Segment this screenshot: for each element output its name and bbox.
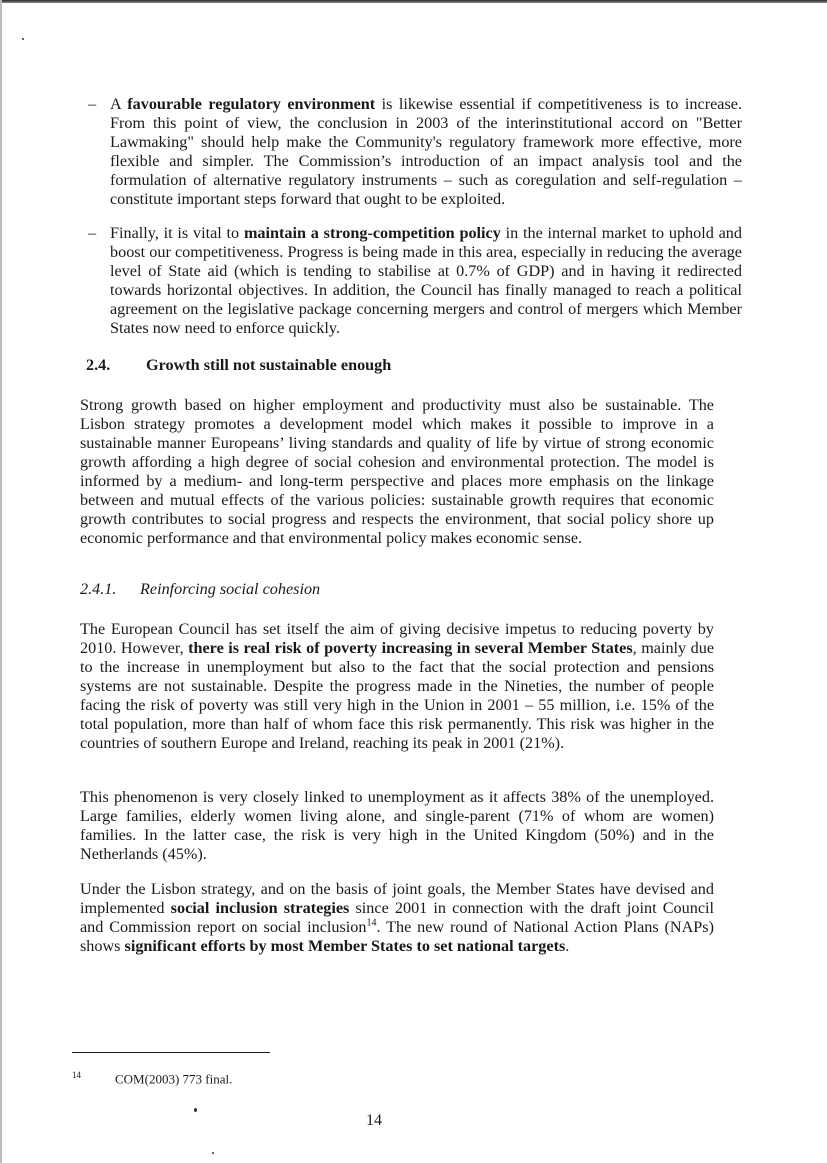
bullet-competition-policy: – Finally, it is vital to maintain a strong-competition policy in the internal market to uphold and boost our competitiveness. Progress is being made in this area, especially in reducing the average level of State aid (which is tending to stabilise at 0.7% of GDP) and in having it redirected towards horizontal objectives. In addition, the Council has finally managed to reach a political agreement on the legislative package concerning mergers and control of mergers which Member States now need to enforce quickly. [88, 224, 742, 337]
bold-phrase: favourable regulatory environment [127, 95, 376, 113]
scan-speck [194, 1108, 197, 1112]
paragraph-social-inclusion: Under the Lisbon strategy, and on the basis of joint goals, the Member States have devised and implemented social inclusion strategies since 2001 in connection with the draft joint Council and Commission report on social inclusion$^{14}$. The new round of National Action Plans (NAPs) shows significant efforts by most Member States to set national targets. [80, 880, 714, 955]
paragraph-poverty-risk: The European Council has set itself the aim of giving decisive impetus to reducing poverty by 2010. However, there is real risk of poverty increasing in several Member States, mainly due to the increase in unemployment but also to the fact that the social protection and pensions systems are not sustainable. Despite the progress made in the Nineties, the number of people facing the risk of poverty was still very high in the Union in 2001 – 55 million, i.e. 15% of the total population, more than half of whom face this risk permanently. This risk was higher in the countries of southern Europe and Ireland, reaching its peak in 2001 (21%). [80, 620, 714, 752]
scan-left-edge [0, 0, 2, 1163]
scan-speck [212, 1152, 214, 1154]
subsection-heading [80, 580, 320, 599]
bold-phrase: social inclusion strategies [170, 899, 350, 917]
footnote-text: COM(2003) 773 final. [115, 1071, 233, 1087]
section-heading [86, 356, 391, 375]
footnote-mark: 14 [72, 1070, 81, 1080]
scan-speck [22, 38, 24, 40]
scan-top-edge [0, 0, 827, 3]
subsection-number: 2.4.1. [80, 580, 117, 598]
footnote-separator [72, 1052, 270, 1053]
subsection-title: Reinforcing social cohesion [140, 580, 321, 598]
section-number: 2.4. [86, 356, 111, 374]
section-title: Growth still not sustainable enough [146, 356, 392, 374]
bold-phrase: there is real risk of poverty increasing in several Member States [188, 639, 633, 657]
bold-phrase: maintain a strong-competition policy [243, 224, 501, 242]
page-number: 14 [366, 1112, 382, 1129]
paragraph-unemployment-link: This phenomenon is very closely linked to unemployment as it affects 38% of the unemployed. Large families, elderly women living alone, and single-parent (71% of whom are women) families. In the latter case, the risk is very high in the United Kingdom (50%) and in the Netherlands (45%). [80, 788, 714, 863]
paragraph-sustainable-growth: Strong growth based on higher employment and productivity must also be sustainable. The Lisbon strategy promotes a development model which makes it possible to improve in a sustainable manner Europeans’ living standards and quality of life by virtue of strong economic growth affording a high degree of social cohesion and environmental protection. The model is informed by a medium- and long-term perspective and places more emphasis on the linkage between and mutual effects of the various policies: sustainable growth requires that economic growth contributes to social progress and respects the environment, that social policy shore up economic performance and that environmental policy makes economic sense. [80, 396, 714, 547]
bullet-dash: – [88, 95, 97, 113]
footnote-reference[interactable]: 14 [366, 917, 377, 929]
bullet-regulatory-environment: – A favourable regulatory environment is likewise essential if competitiveness is to increase. From this point of view, the conclusion in 2003 of the interinstitutional accord on "Better Lawmaking" should help make the Community's regulatory framework more effective, more flexible and simpler. The Commission’s introduction of an impact analysis tool and the formulation of alternative regulatory instruments – such as coregulation and self-regulation – constitute important steps forward that ought to be exploited. [88, 95, 742, 208]
bullet-dash: – [88, 224, 97, 242]
bold-phrase: significant efforts by most Member States to set national targets [124, 937, 566, 955]
footnote [72, 1070, 232, 1087]
